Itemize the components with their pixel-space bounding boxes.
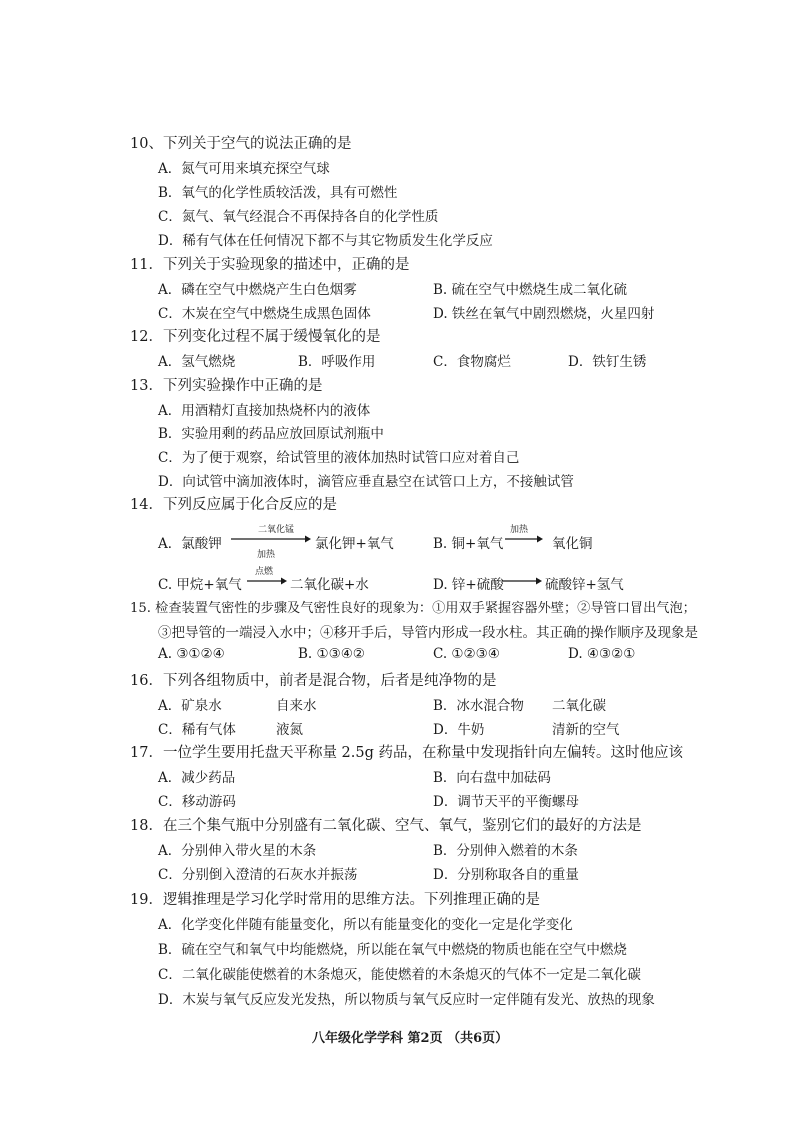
question-16-option-a-second: 自来水: [276, 698, 317, 714]
question-12-stem: 12．下列变化过程不属于缓慢氧化的是: [130, 329, 381, 345]
question-18-option-d: D．分别称取各自的重量: [433, 867, 579, 883]
question-11-option-d: D. 铁丝在氧气中剧烈燃烧，火星四射: [433, 306, 655, 322]
reaction-arrow-icon: [502, 576, 542, 586]
question-14-stem: 14．下列反应属于化合反应的是: [130, 497, 337, 513]
question-12-option-c: C．食物腐烂: [433, 354, 511, 370]
question-16-stem: 16．下列各组物质中，前者是混合物，后者是纯净物的是: [130, 673, 497, 689]
question-13-stem: 13．下列实验操作中正确的是: [130, 378, 323, 394]
question-17-option-b: B．向右盘中加砝码: [433, 770, 551, 786]
question-17-option-d: D．调节天平的平衡螺母: [433, 794, 579, 810]
question-17-stem: 17．一位学生要用托盘天平称量 2.5g 药品，在称量中发现指针向左偏转。这时他应该: [130, 745, 684, 761]
question-13-option-c: C．为了便于观察，给试管里的液体加热时试管口应对着自己: [158, 450, 520, 466]
question-11-stem: 11．下列关于实验现象的描述中，正确的是: [130, 257, 410, 273]
question-10-option-b: B．氧气的化学性质较活泼，具有可燃性: [158, 185, 398, 201]
question-10-option-c: C．氮气、氧气经混合不再保持各自的化学性质: [158, 209, 439, 225]
page-footer: 八年级化学学科 第2页 （共6页）: [312, 1031, 509, 1046]
question-16-option-c-second: 液氮: [276, 722, 303, 738]
question-19-option-b: B．硫在空气和氧气中均能燃烧，所以能在氧气中燃烧的物质也能在空气中燃烧: [158, 942, 627, 958]
question-19-option-d: D．木炭与氧气反应发光发热，所以物质与氧气反应时一定伴随有发光、放热的现象: [158, 992, 655, 1008]
question-14-option-a-reactant: A．氯酸钾: [158, 536, 222, 552]
question-16-option-b-second: 二氧化碳: [552, 698, 606, 714]
question-14-option-b-reactant: B. 铜+氧气: [433, 536, 504, 552]
question-18-option-c: C．分别倒入澄清的石灰水并振荡: [158, 867, 358, 883]
question-13-option-a: A．用酒精灯直接加热烧杯内的液体: [158, 403, 371, 419]
question-14-option-a-product: 氯化钾+氧气: [315, 536, 394, 552]
question-15-option-d: D. ④③②①: [568, 646, 636, 662]
question-15-option-a: A. ③①②④: [158, 646, 225, 662]
question-10-option-a: A．氮气可用来填充探空气球: [158, 161, 330, 177]
reaction-arrow-icon: [505, 534, 543, 544]
question-14-option-c-product: 二氧化碳+水: [290, 577, 369, 593]
reaction-arrow-icon: [231, 534, 311, 544]
question-10-option-d: D．稀有气体在任何情况下都不与其它物质发生化学反应: [158, 233, 493, 249]
question-19-stem: 19．逻辑推理是学习化学时常用的思维方法。下列推理正确的是: [130, 892, 540, 908]
question-16-option-c-first: C．稀有气体: [158, 722, 236, 738]
question-16-option-d-first: D．牛奶: [433, 722, 485, 738]
question-18-option-a: A．分别伸入带火星的木条: [158, 843, 317, 859]
question-14-option-b-product: 氧化铜: [552, 536, 593, 552]
question-14-option-c-reactant: C. 甲烷+氧气: [158, 577, 242, 593]
question-14-option-a-catalyst: 二氧化锰: [258, 525, 295, 535]
question-12-option-a: A．氢气燃烧: [158, 354, 236, 370]
question-14-option-d-product: 硫酸锌+氢气: [545, 577, 624, 593]
question-12-option-d: D．铁钉生锈: [568, 354, 647, 370]
question-16-option-b-first: B．冰水混合物: [433, 698, 524, 714]
question-18-option-b: B．分别伸入燃着的木条: [433, 843, 578, 859]
question-11-option-c: C．木炭在空气中燃烧生成黑色固体: [158, 306, 371, 322]
question-16-option-d-second: 清新的空气: [552, 722, 620, 738]
question-15-option-b: B. ①③④②: [298, 646, 365, 662]
question-19-option-c: C．二氧化碳能使燃着的木条熄灭，能使燃着的木条熄灭的气体不一定是二氧化碳: [158, 967, 641, 983]
question-14-option-a-condition: 加热: [257, 550, 276, 560]
question-18-stem: 18．在三个集气瓶中分别盛有二氧化碳、空气、氧气，鉴别它们的最好的方法是: [130, 818, 642, 834]
question-17-option-c: C．移动游码: [158, 794, 236, 810]
question-11-option-b: B. 硫在空气中燃烧生成二氧化硫: [433, 282, 628, 298]
question-19-option-a: A．化学变化伴随有能量变化，所以有能量变化的变化一定是化学变化: [158, 917, 573, 933]
question-15-option-c: C. ①②③④: [433, 646, 500, 662]
question-14-option-d-reactant: D. 锌+硫酸: [433, 577, 504, 593]
question-16-option-a-first: A．矿泉水: [158, 698, 222, 714]
question-15-stem-line1: 15. 检查装置气密性的步骤及气密性良好的现象为：①用双手紧握容器外壁；②导管口冒出气泡；: [130, 601, 696, 616]
question-15-stem-line2: ③把导管的一端浸入水中；④移开手后，导管内形成一段水柱。其正确的操作顺序及现象是: [158, 625, 698, 641]
question-10-stem: 10、下列关于空气的说法正确的是: [130, 136, 352, 152]
question-17-option-a: A．减少药品: [158, 770, 236, 786]
question-14-option-c-condition: 点燃: [255, 567, 274, 577]
question-12-option-b: B．呼吸作用: [298, 354, 376, 370]
question-13-option-b: B．实验用剩的药品应放回原试剂瓶中: [158, 426, 384, 442]
question-13-option-d: D．向试管中滴加液体时，滴管应垂直悬空在试管口上方，不接触试管: [158, 474, 574, 490]
reaction-arrow-icon: [247, 576, 287, 586]
question-11-option-a: A．磷在空气中燃烧产生白色烟雾: [158, 282, 357, 298]
question-14-option-b-condition: 加热: [510, 525, 529, 535]
